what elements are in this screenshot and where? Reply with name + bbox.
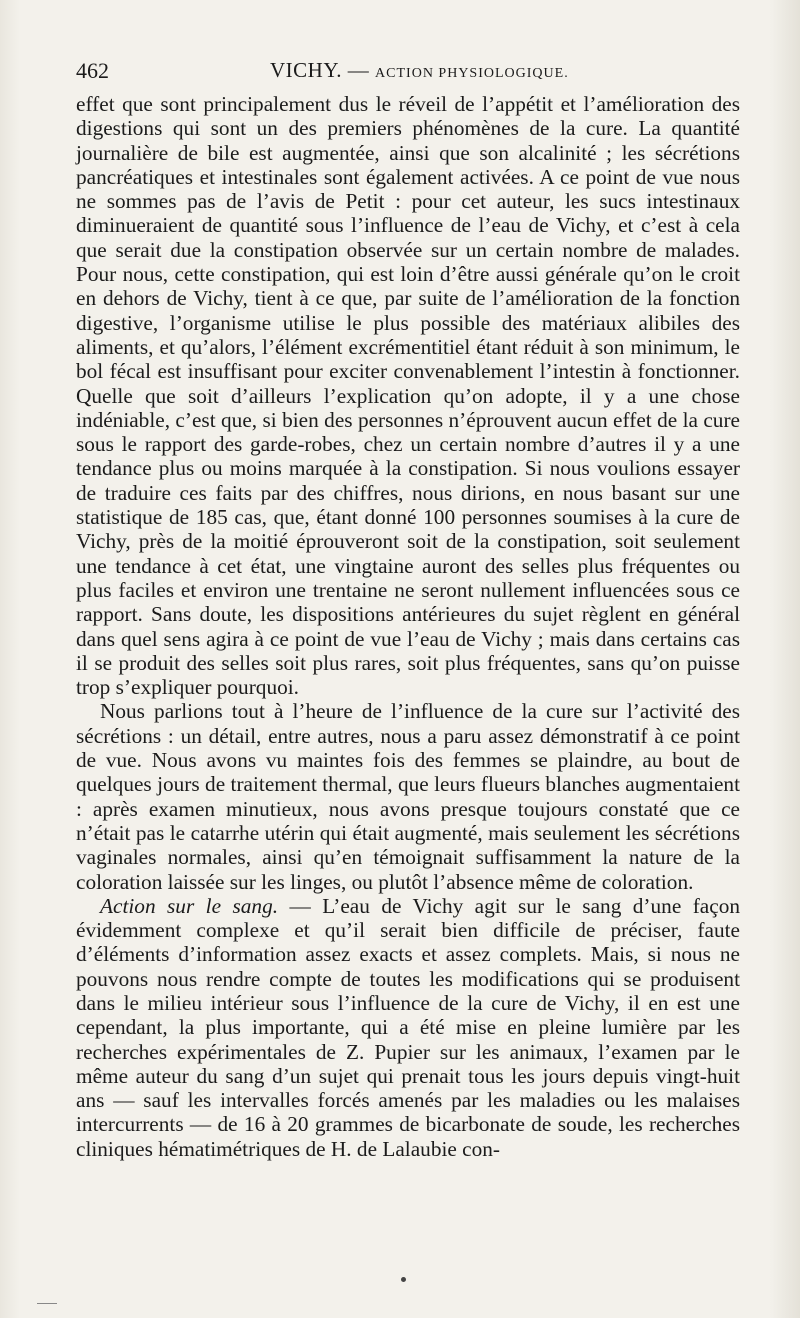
running-head-title: VICHY. bbox=[270, 58, 343, 82]
body-text bbox=[76, 92, 740, 1161]
margin-mark bbox=[37, 1303, 57, 1304]
page-number: 462 bbox=[76, 58, 109, 83]
running-head-subtitle: ACTION PHYSIOLOGIQUE. bbox=[375, 66, 569, 81]
paragraph-1: effet que sont principalement dus le réveil de l’appétit et l’amélioration des digestions qui sont un des premiers phénomènes de la cure. La quantité journalière de bile est augmentée, ainsi que son alcalinité ; les sécrétions pancréatiques et intestinales sont également activées. A ce point de vue nous ne sommes pas de l’avis de Petit : pour cet auteur, les sucs intestinaux diminueraient de quantité sous l’influence de l’eau de Vichy, et c’est à cela que serait due la constipation observée sur un certain nombre de malades. Pour nous, cette constipation, qui est loin d’être aussi générale qu’on le croit en dehors de Vichy, tient à ce que, par suite de l’amélioration de la fonction digestive, l’organisme utilise le plus possible des matériaux alibiles des aliments, et qu’alors, l’élément excrémentitiel étant réduit à son minimum, le bol fécal est insuffisant pour exciter convenablement l’intestin à fonctionner. Quelle que soit d’ailleurs l’explication qu’on adopte, il y a une chose indéniable, c’est que, si bien des personnes n’éprouvent aucun effet de la cure sous le rapport des garde-robes, chez un certain nombre d’autres il y a une tendance plus ou moins marquée à la constipation. Si nous voulions essayer de traduire ces faits par des chiffres, nous dirions, en nous basant sur une statistique de 185 cas, que, étant donné 100 personnes soumises à la cure de Vichy, près de la moitié éprouveront soit de la constipation, soit seulement une tendance à cet état, une vingtaine auront des selles plus fréquentes ou plus faciles et environ une trentaine ne seront nullement influencées sous ce rapport. Sans doute, les dispositions antérieures du sujet règlent en général dans quel sens agira à ce point de vue l’eau de Vichy ; mais dans certains cas il se produit des selles soit plus rares, soit plus fréquentes, sans qu’on puisse trop s’expliquer pourquoi. bbox=[76, 92, 740, 700]
paragraph-3-text: — L’eau de Vichy agit sur le sang d’une façon évidemment complexe et qu’il serait bien difficile de préciser, faute d’éléments d’information assez exacts et assez complets. Mais, si nous ne pouvons nous rendre compte de toutes les modifications qui se produisent dans le milieu intérieur sous l’influence de la cure de Vichy, il en est une cependant, la plus importante, qui a été mise en pleine lumière par les recherches expérimentales de Z. Pupier sur les animaux, l’examen par le même auteur du sang d’un sujet qui prenait tous les jours depuis vingt-huit ans — sauf les intervalles forcés amenés par les maladies ou les malaises intercurrents — de 16 à 20 grammes de bicarbonate de soude, les recherches cliniques hématimétriques de H. de Lalaubie con- bbox=[76, 893, 740, 1161]
paragraph-2: Nous parlions tout à l’heure de l’influence de la cure sur l’activité des sécrétions : un détail, entre autres, nous a paru assez démonstratif à ce point de vue. Nous avons vu maintes fois des femmes se plaindre, au bout de quelques jours de traitement thermal, que leurs flueurs blanches augmentaient : après examen minutieux, nous avons presque toujours constaté que ce n’était pas le catarrhe utérin qui était augmenté, mais seulement les sécrétions vaginales normales, ainsi qu’en témoignait suffisamment la nature de la coloration laissée sur les linges, ou plutôt l’absence même de coloration. bbox=[76, 699, 740, 894]
paragraph-3 bbox=[76, 894, 740, 1161]
running-head-separator: — bbox=[347, 58, 370, 82]
page-header bbox=[76, 58, 740, 86]
section-heading: Action sur le sang. bbox=[100, 893, 279, 918]
running-head bbox=[270, 58, 569, 83]
printer-dot bbox=[401, 1277, 406, 1282]
